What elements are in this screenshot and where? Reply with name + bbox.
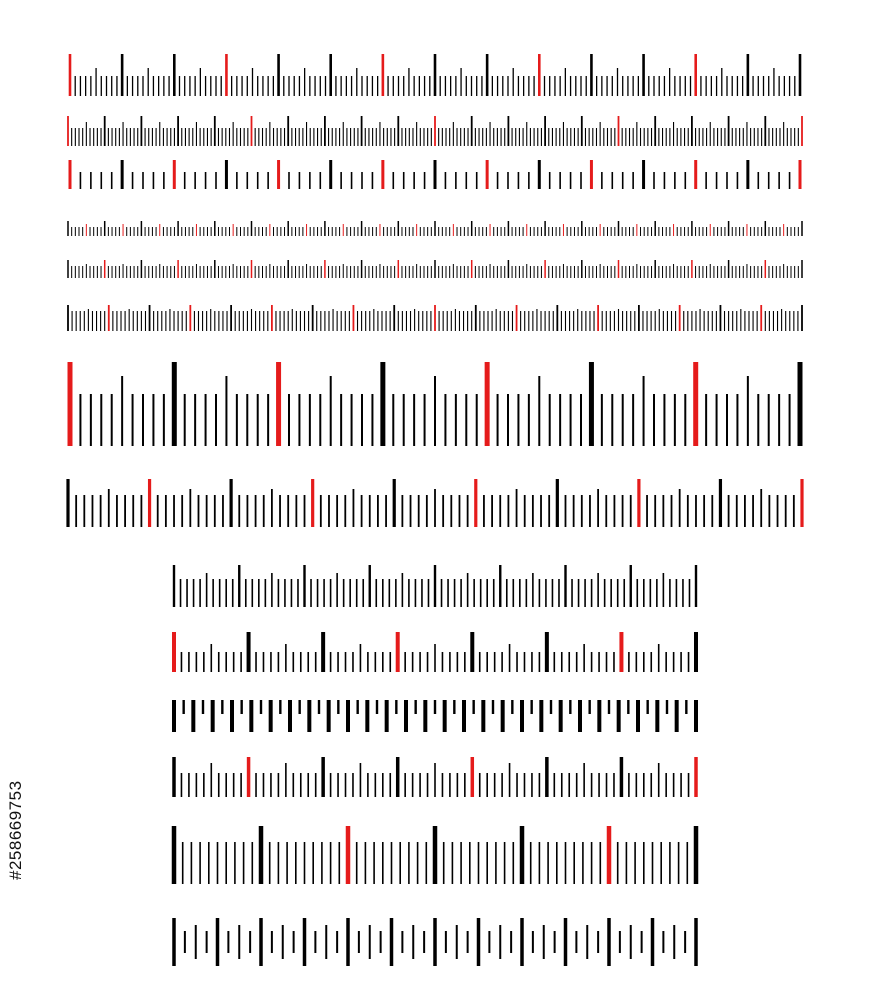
scale-07	[70, 362, 800, 446]
scale-06	[68, 305, 802, 331]
scale-11	[174, 700, 696, 732]
scale-09	[174, 565, 696, 607]
scale-14	[174, 918, 696, 966]
scale-04	[68, 221, 802, 236]
scale-02	[68, 116, 802, 146]
scale-13	[174, 826, 696, 884]
stock-id-text: #258669753	[6, 780, 25, 880]
scale-05	[68, 260, 802, 278]
scale-01	[70, 54, 800, 96]
scale-08	[68, 479, 802, 527]
scale-12	[174, 757, 696, 797]
scale-03	[70, 160, 800, 189]
scale-10	[174, 632, 696, 672]
